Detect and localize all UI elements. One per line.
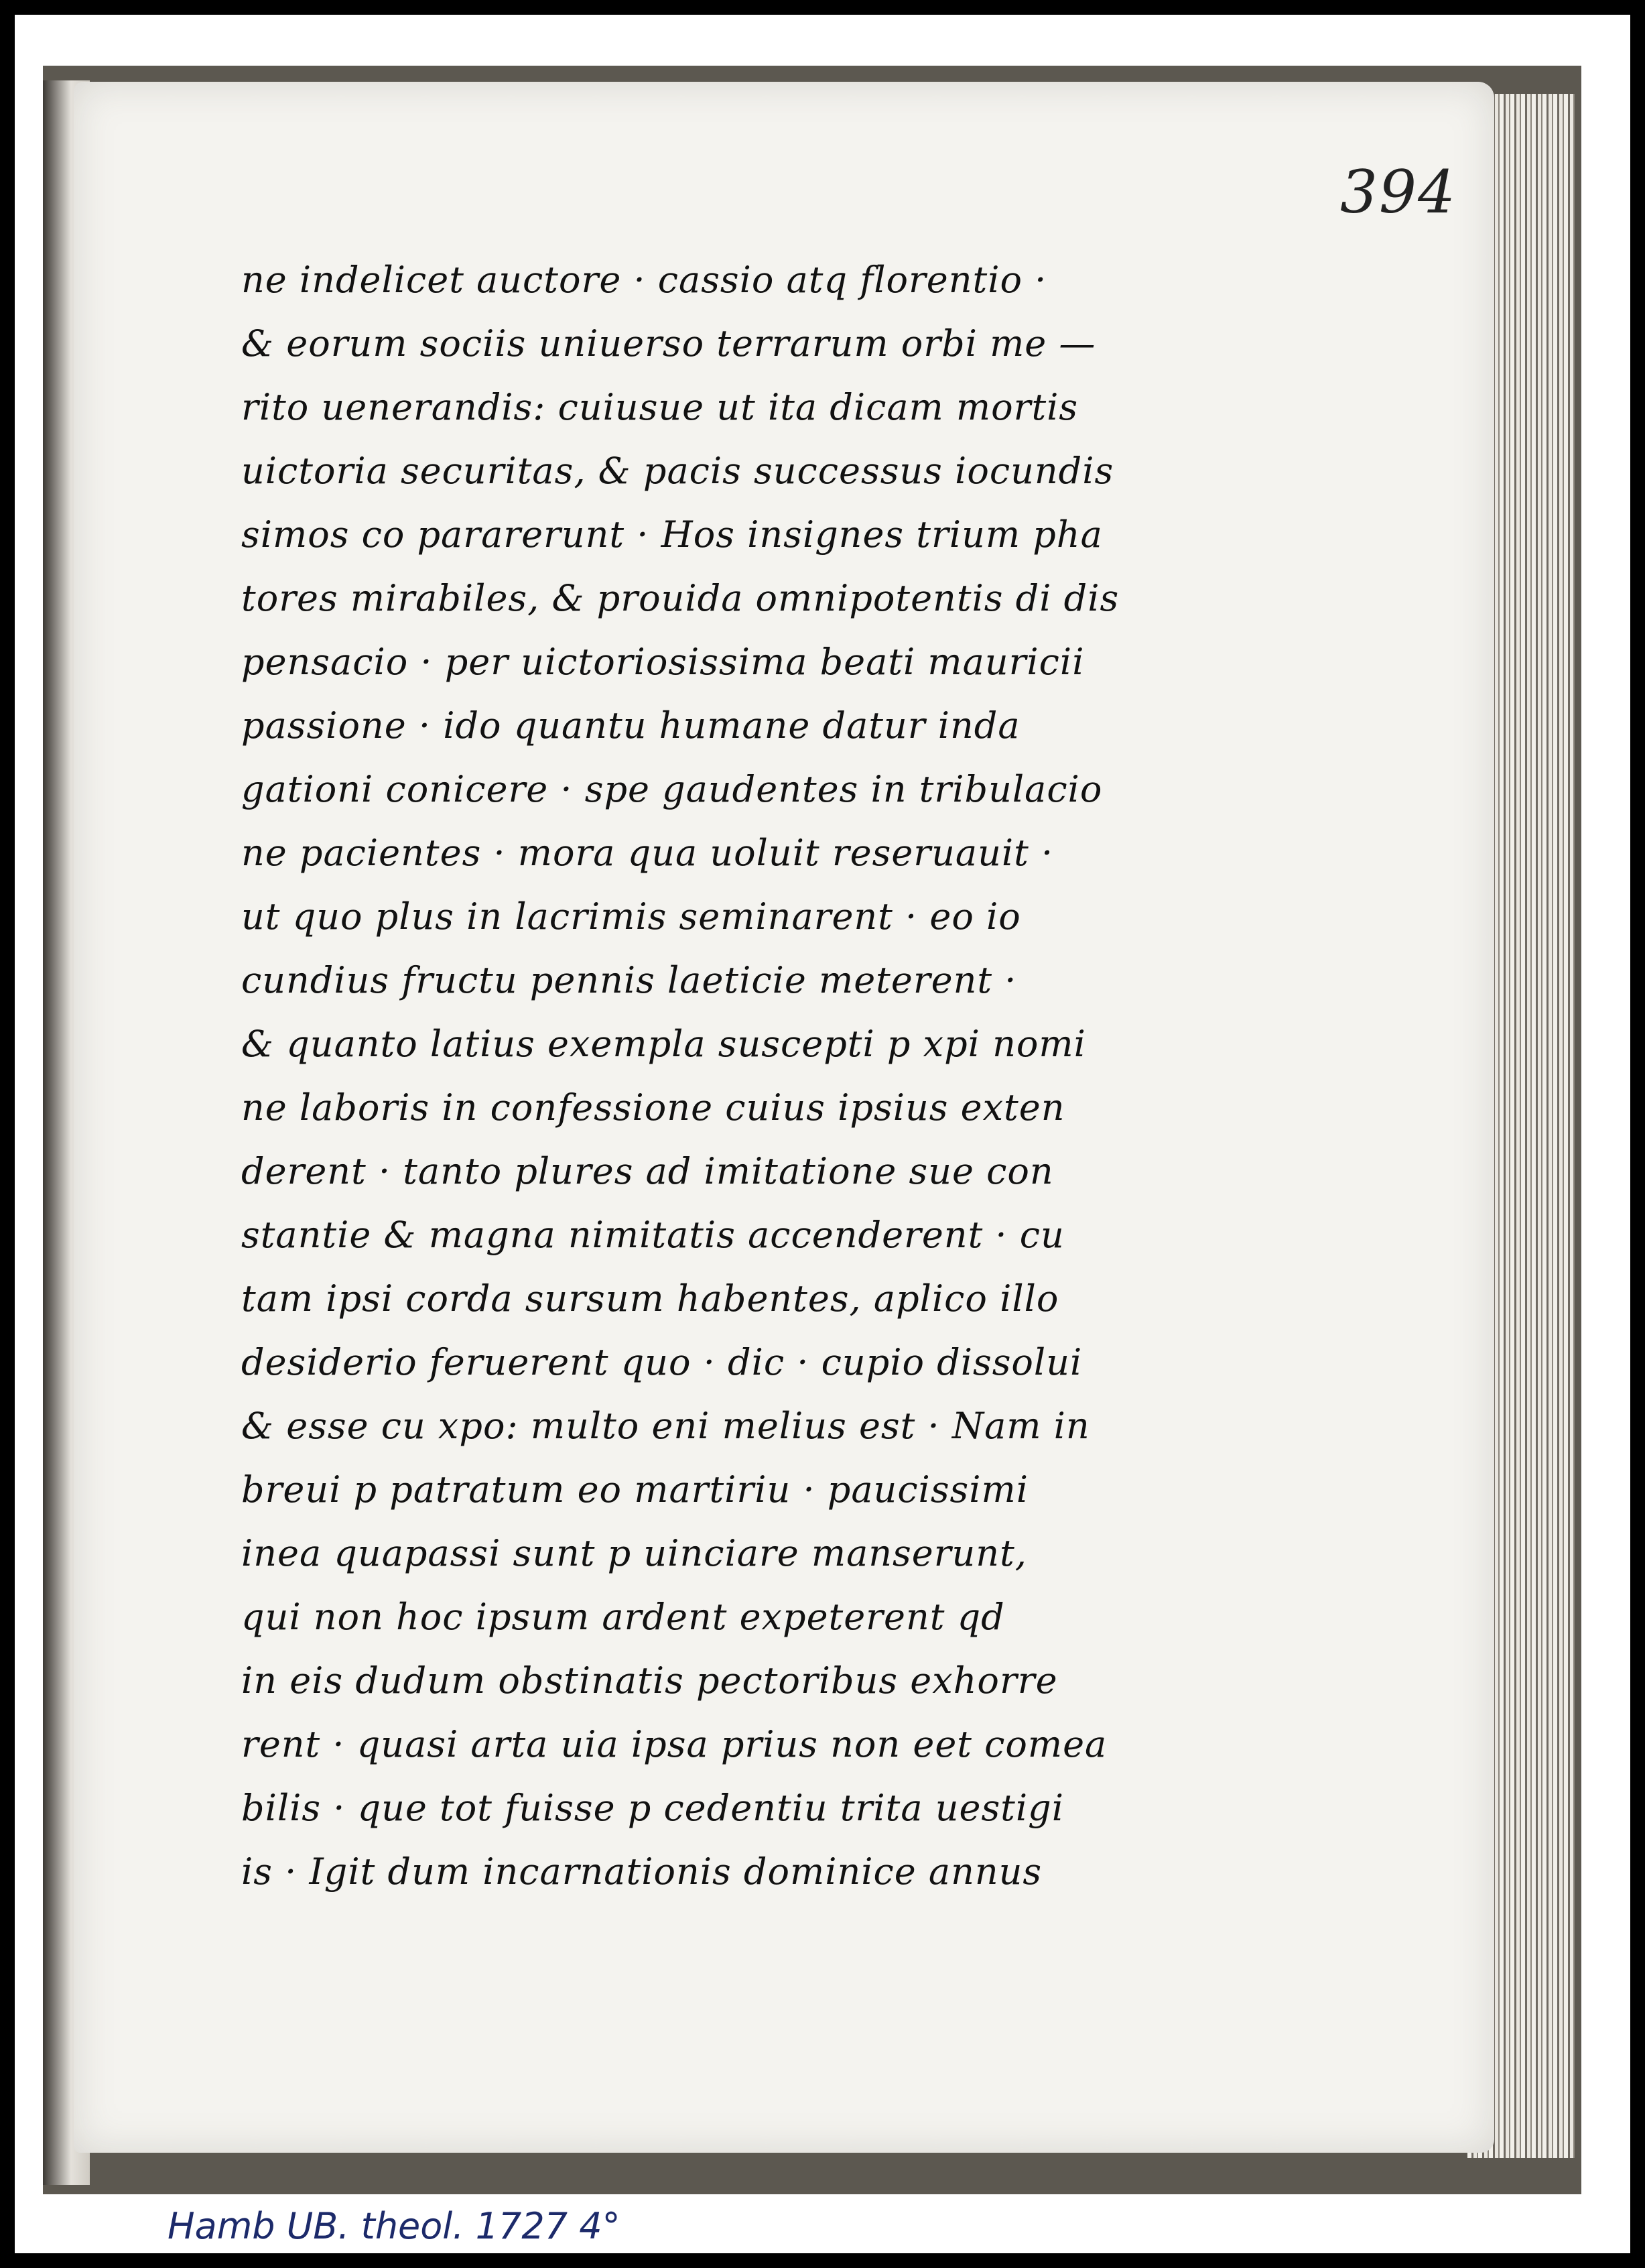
manuscript-text xyxy=(241,248,1213,1903)
text-line: rent · quasi arta uia ipsa prius non eet comea xyxy=(241,1723,1108,1765)
text-line: stantie & magna nimitatis accenderent · cu xyxy=(241,1214,1065,1256)
text-line: simos co pararerunt · Hos insignes trium pha xyxy=(241,513,1103,556)
text-line: breui p patratum eo martiriu · paucissimi xyxy=(241,1468,1029,1511)
text-line: uictoria securitas, & pacis successus iocundis xyxy=(241,450,1114,492)
text-line: gationi conicere · spe gaudentes in tribulacio xyxy=(241,768,1103,810)
folio-number: 394 xyxy=(1340,158,1457,227)
archive-caption: Hamb UB. theol. 1727 4° xyxy=(168,2205,620,2247)
text-line: inea quapassi sunt p uinciare manserunt, xyxy=(241,1532,1027,1574)
text-line: tores mirabiles, & prouida omnipotentis di dis xyxy=(241,577,1120,619)
text-line: passione · ido quantu humane datur inda xyxy=(241,704,1021,747)
text-line: in eis dudum obstinatis pectoribus exhorre xyxy=(241,1659,1058,1702)
text-line: derent · tanto plures ad imitatione sue con xyxy=(241,1150,1054,1192)
text-line: qui non hoc ipsum ardent expeterent qd xyxy=(241,1596,1005,1638)
text-line: ne indelicet auctore · cassio atq florentio · xyxy=(241,259,1047,301)
text-line: pensacio · per uictoriosissima beati mauricii xyxy=(241,641,1085,683)
text-line: rito uenerandis: cuiusue ut ita dicam mortis xyxy=(241,386,1079,428)
text-line: ne laboris in confessione cuius ipsius exten xyxy=(241,1086,1065,1129)
text-line: bilis · que tot fuisse p cedentiu trita uestigi xyxy=(241,1787,1064,1829)
text-line: tam ipsi corda sursum habentes, aplico illo xyxy=(241,1277,1059,1320)
text-line: ut quo plus in lacrimis seminarent · eo io xyxy=(241,895,1021,938)
text-line: is · Igit dum incarnationis dominice annus xyxy=(241,1850,1043,1893)
text-line: & esse cu xpo: multo eni melius est · Nam in xyxy=(241,1405,1090,1447)
text-line: & eorum sociis uniuerso terrarum orbi me — xyxy=(241,322,1096,365)
text-line: desiderio feruerent quo · dic · cupio dissolui xyxy=(241,1341,1083,1383)
text-line: ne pacientes · mora qua uoluit reseruauit · xyxy=(241,832,1054,874)
text-line: & quanto latius exempla suscepti p xpi nomi xyxy=(241,1023,1086,1065)
text-line: cundius fructu pennis laeticie meterent · xyxy=(241,959,1017,1001)
